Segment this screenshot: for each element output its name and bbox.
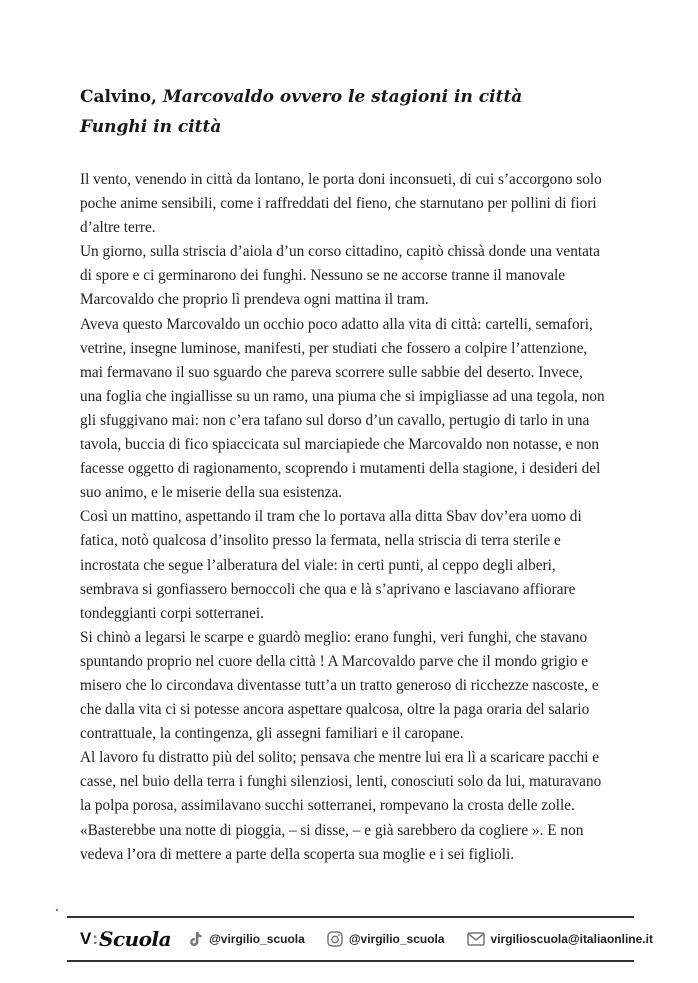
instagram-icon bbox=[327, 931, 343, 947]
text-line: poche anime sensibili, come i raffreddati del fieno, che starnutano per pollini di fiori bbox=[80, 195, 597, 213]
email-link[interactable] bbox=[467, 932, 653, 946]
mail-icon bbox=[467, 932, 485, 946]
text-line: tavola, buccia di fico spiaccicata sul marciapiede che Marcovaldo non notasse, e non bbox=[80, 436, 600, 454]
document-header bbox=[80, 82, 522, 142]
instagram-link[interactable] bbox=[327, 931, 445, 947]
tiktok-link[interactable] bbox=[189, 931, 305, 947]
text-line: Marcovaldo che proprio lì prendeva ogni mattina il tram. bbox=[80, 291, 429, 309]
text-line: la polpa porosa, assimilavano succhi sotterranei, rompevano la crosta delle zolle. bbox=[80, 797, 575, 815]
text-line: di spore e ci germinarono dei funghi. Nessuno se ne accorse tranne il manovale bbox=[80, 267, 566, 285]
text-line: vetrine, insegne luminose, manifesti, per studiati che fossero a colpire l’attenzione, bbox=[80, 339, 588, 357]
text-line: vedeva l’ora di mettere a parte della scoperta sua moglie e i sei figlioli. bbox=[80, 845, 515, 863]
email-address: virgilioscuola@italiaonline.it bbox=[490, 932, 653, 946]
text-line: gli sfuggivano mai: non c’era tafano sul dorso d’un cavallo, pertugio di tarlo in una bbox=[80, 411, 590, 429]
footer-top-divider bbox=[67, 916, 634, 918]
text-line: Il vento, venendo in città da lontano, le porta doni inconsueti, di cui s’accorgono solo bbox=[80, 171, 602, 188]
chapter-title-line bbox=[80, 112, 522, 142]
text-line: Si chinò a legarsi le scarpe e guardò meglio: erano funghi, veri funghi, che stavano bbox=[80, 628, 588, 646]
text-line: d’altre terre. bbox=[80, 219, 156, 237]
text-line: che dalla vita ci si potesse ancora aspettare qualcosa, oltre la paga oraria del salario bbox=[80, 701, 590, 719]
text-line: una foglia che ingiallisse su un ramo, una piuma che si impigliasse ad una tegola, non bbox=[80, 387, 605, 405]
chapter-title: Funghi in città bbox=[80, 117, 222, 137]
text-line: Aveva questo Marcovaldo un occhio poco adatto alla vita di città: cartelli, semafori, bbox=[80, 315, 593, 333]
text-line: incrostata che segue l’alberatura del viale: in certi punti, al ceppo degli alberi, bbox=[80, 556, 556, 574]
text-line: Al lavoro fu distratto più del solito; pensava che mentre lui era lì a scaricare pacchi e bbox=[80, 749, 600, 767]
instagram-handle: @virgilio_scuola bbox=[348, 932, 445, 946]
text-line: fatica, notò qualcosa d’insolito presso la fermata, nella striscia di terra sterile e bbox=[80, 532, 561, 550]
body-text bbox=[80, 168, 640, 867]
text-line: «Basterebbe una notte di pioggia, – si disse, – e già sarebbero da cogliere ». E non bbox=[80, 821, 584, 839]
text-line: Un giorno, sulla striscia d’aiola d’un corso cittadino, capitò chissà donde una ventata bbox=[80, 243, 600, 261]
tiktok-handle: @virgilio_scuola bbox=[209, 932, 305, 946]
footer-bottom-divider bbox=[67, 960, 634, 962]
decorative-dot bbox=[56, 909, 58, 911]
text-line: mai fermavano il suo sguardo che pareva scorrere sulle sabbie del deserto. Invece, bbox=[80, 363, 583, 381]
text-line: sembrava si gonfiassero bernoccoli che qua e là s’aprivano e lasciavano affiorare bbox=[80, 580, 576, 598]
text-line: Così un mattino, aspettando il tram che lo portava alla ditta Sbav dov’era uomo di bbox=[80, 508, 582, 526]
book-title: Marcovaldo ovvero le stagioni in città bbox=[162, 87, 523, 107]
virgilio-scuola-logo[interactable] bbox=[80, 927, 171, 951]
book-title-line bbox=[80, 82, 522, 112]
logo-script: Scuola bbox=[99, 927, 172, 951]
author-name: Calvino, bbox=[80, 87, 157, 107]
text-line: facesse oggetto di ragionamento, scoprendo i mutamenti della stagione, i desideri del bbox=[80, 460, 601, 478]
logo-v: V bbox=[80, 929, 92, 948]
text-line: spuntando proprio nel cuore della città ! A Marcovaldo parve che il mondo grigio e bbox=[80, 652, 589, 670]
text-line: tondeggianti corpi sotterranei. bbox=[80, 604, 264, 622]
text-line: contrattuale, la contingenza, gli assegni familiari e il caropane. bbox=[80, 725, 464, 743]
text-line: suo animo, e le miserie della sua esistenza. bbox=[80, 484, 343, 502]
tiktok-icon bbox=[189, 931, 203, 947]
text-line: casse, nel buio della terra i funghi silenziosi, lenti, conosciuti solo da lui, maturavano bbox=[80, 773, 602, 791]
logo-colon: : bbox=[92, 929, 99, 948]
footer bbox=[80, 924, 653, 954]
text-line: misero che lo circondava diventasse tutt’a un tratto generoso di ricchezze nascoste, e bbox=[80, 676, 599, 694]
